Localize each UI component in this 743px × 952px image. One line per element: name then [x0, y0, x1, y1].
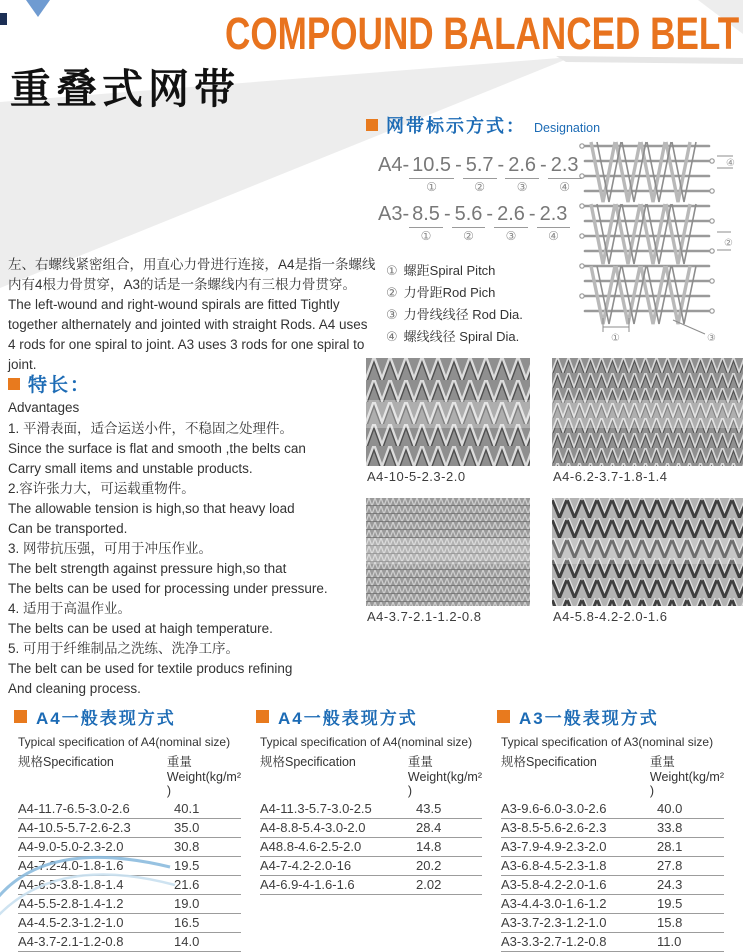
weight-cell: 15.8 [657, 915, 683, 930]
circled-number-icon: ② [386, 285, 398, 300]
spec-cell: A4-6.5-3.8-1.8-1.4 [18, 877, 124, 892]
table-row [501, 914, 724, 933]
watermark-band [552, 400, 743, 428]
table-row [501, 933, 724, 952]
photo-cell [552, 498, 743, 632]
advantage-line: The allowable tension is high,so that heavy load [8, 501, 295, 516]
weight-cell: 27.8 [657, 858, 683, 873]
weight-cell: 28.1 [657, 839, 683, 854]
advantage-line: The belts can be used at haigh temperature. [8, 621, 273, 636]
code-part: 5.7 ② [463, 154, 497, 193]
orange-square-bullet-icon [366, 119, 378, 131]
circled-3-icon: ③ [516, 180, 528, 194]
spec-cell: A4-4.5-2.3-1.2-1.0 [18, 915, 124, 930]
swoosh-arcs [0, 820, 175, 903]
spec-cell: A4-3.7-2.1-1.2-0.8 [18, 934, 124, 949]
spec-cell: A4-10.5-5.7-2.6-2.3 [18, 820, 131, 835]
spec-cell: A4-8.8-5.4-3.0-2.0 [260, 820, 366, 835]
table-row [501, 857, 724, 876]
designation-code-a3: A3- 8.5 ① - 5.6 ② - 2.6 ③ - 2.3 ④ [378, 203, 582, 242]
spec-table-a3 [491, 704, 728, 952]
code-part: 8.5 ① [409, 203, 443, 242]
advantage-line: Carry small items and unstable products. [8, 461, 253, 476]
watermark-band [366, 400, 530, 428]
spec-cell: A3-6.8-4.5-2.3-1.8 [501, 858, 607, 873]
weight-cell: 14.0 [174, 934, 200, 949]
circled-number-icon: ① [386, 263, 398, 278]
table-subtitle: Typical specification of A3(nominal size) [501, 735, 714, 749]
spec-cell: A3-7.9-4.9-2.3-2.0 [501, 839, 607, 854]
spec-cell: A4-7-4.2-2.0-16 [260, 858, 352, 873]
designation-legend [386, 260, 523, 348]
code-prefix: A4- [378, 154, 410, 176]
circled-1-icon: ① [426, 180, 437, 194]
advantage-line: The belt can be used for textile producs refining [8, 661, 293, 676]
spec-cell: A3-3.3-2.7-1.2-0.8 [501, 934, 607, 949]
legend-text: 力骨距Rod Pich [403, 285, 496, 300]
advantage-line: 4. 适用于高温作业。 [8, 601, 132, 616]
page-title-cn: 重叠式网带 [10, 66, 240, 112]
intro-text-en: The left-wound and right-wound spirals are fitted Tightly together althernately and jointed with straight Rods. A4 uses 4 rods for one spiral to joint. A3 uses 3 rods for one spiral to joint. [8, 297, 368, 372]
intro-text-cn: 左、右螺线紧密组合，用直心力骨进行连接，A4是指一条螺线内有4根力骨贯穿，A3的话是一条螺线内有三根力骨贯穿。 [8, 257, 376, 292]
spec-cell: A4-11.3-5.7-3.0-2.5 [260, 801, 372, 816]
spec-cell: A4-7.2-4.0-1.8-1.6 [18, 858, 124, 873]
table-row [18, 800, 241, 819]
photo-caption: A4-3.7-2.1-1.2-0.8 [367, 609, 482, 624]
photo-cell [366, 498, 530, 632]
weight-cell: 19.5 [174, 858, 200, 873]
table-row [18, 914, 241, 933]
advantage-line: And cleaning process. [8, 681, 141, 696]
code-part: 2.3 ④ [537, 203, 571, 242]
weight-cell: 14.8 [416, 839, 442, 854]
table-row [501, 800, 724, 819]
table-row [501, 895, 724, 914]
circled-1-icon: ① [420, 229, 432, 243]
weight-cell: 2.02 [416, 877, 442, 892]
circled-3-icon: ③ [505, 229, 517, 243]
table-subtitle: Typical specification of A4(nominal size) [18, 735, 231, 749]
mesh-photo [366, 358, 530, 466]
weight-cell: 28.4 [416, 820, 442, 835]
weight-cell: 43.5 [416, 801, 442, 816]
legend-text: 力骨线线径 Rod Dia. [403, 307, 523, 322]
spec-table-a4-2 [250, 704, 486, 952]
spec-cell: A3-5.8-4.2-2.0-1.6 [501, 877, 607, 892]
mesh-photo [366, 498, 530, 606]
table-subtitle: Typical specification of A4(nominal size) [260, 735, 473, 749]
page-title-en: COMPOUND BALANCED BELT [224, 8, 739, 59]
legend-item [386, 282, 523, 304]
orange-square-bullet-icon [8, 378, 20, 390]
spec-cell: A3-3.7-2.3-1.2-1.0 [501, 915, 607, 930]
orange-square-bullet-icon [14, 710, 27, 723]
legend-item [386, 326, 523, 348]
designation-section [366, 112, 743, 364]
advantage-line: 5. 可用于纤维制品之洗练、洗净工序。 [8, 641, 240, 656]
advantages-heading-cn: 特长： [28, 375, 92, 396]
watermark-band [552, 538, 743, 564]
table-row [260, 819, 482, 838]
designation-code-a4: A4- 10.5 ① - 5.7 ② - 2.6 ③ - 2.3 ④ [378, 154, 582, 193]
advantages-section [8, 370, 378, 699]
circled-4-icon: ④ [559, 180, 570, 194]
drawing-marker-1: ① [611, 333, 620, 344]
table-row [501, 819, 724, 838]
advantage-line: The belts can be used for processing under pressure. [8, 581, 328, 596]
advantages-heading [8, 370, 378, 397]
code-part: 10.5 ① [409, 154, 454, 193]
spec-cell: A48.8-4.6-2.5-2.0 [260, 839, 362, 854]
advantage-line: Since the surface is flat and smooth ,the belts can [8, 441, 306, 456]
spec-cell: A4-9.0-5.0-2.3-2.0 [18, 839, 124, 854]
legend-item [386, 260, 523, 282]
spec-cell: A3-4.4-3.0-1.6-1.2 [501, 896, 607, 911]
drawing-marker-2: ② [724, 238, 733, 249]
code-part: 2.6 ③ [494, 203, 528, 242]
legend-item [386, 304, 523, 326]
weight-cell: 24.3 [657, 877, 683, 892]
spec-cell: A3-9.6-6.0-3.0-2.6 [501, 801, 607, 816]
spec-cell: A4-11.7-6.5-3.0-2.6 [18, 801, 130, 816]
table-header: 规格Specification 重量Weight(kg/m² ) [501, 755, 725, 798]
weight-cell: 19.0 [174, 896, 200, 911]
table-header: 规格Specification 重量Weight(kg/m² ) [260, 755, 483, 798]
table-title: A4一般表现方式 [256, 704, 482, 729]
photo-cell [552, 358, 743, 492]
code-part: 2.6 ③ [505, 154, 539, 193]
drawing-marker-4: ④ [726, 158, 735, 169]
photo-caption: A4-10-5-2.3-2.0 [367, 469, 466, 484]
table-row [501, 838, 724, 857]
table-title: A4一般表现方式 [14, 704, 241, 729]
weight-cell: 16.5 [174, 915, 200, 930]
advantages-heading-en: Advantages [8, 400, 80, 415]
mesh-technical-drawing [573, 132, 741, 344]
weight-cell: 35.0 [174, 820, 200, 835]
table-rows [260, 800, 482, 895]
circled-4-icon: ④ [548, 229, 559, 243]
circled-number-icon: ④ [386, 329, 398, 344]
orange-square-bullet-icon [497, 710, 510, 723]
photo-caption: A4-5.8-4.2-2.0-1.6 [553, 609, 668, 624]
advantage-line: 1. 平滑表面，适合运送小件，不稳固之处理件。 [8, 421, 294, 436]
circled-number-icon: ③ [386, 307, 398, 322]
product-photo-grid [366, 358, 743, 632]
weight-cell: 11.0 [657, 934, 682, 949]
table-row [501, 876, 724, 895]
legend-text: 螺距Spiral Pitch [403, 263, 496, 278]
table-row [260, 876, 482, 895]
table-title: A3一般表现方式 [497, 704, 724, 729]
table-row [260, 800, 482, 819]
drawing-marker-3: ③ [707, 333, 716, 344]
watermark-band [366, 538, 530, 564]
legend-text: 螺线线径 Spiral Dia. [403, 329, 520, 344]
weight-cell: 40.0 [657, 801, 683, 816]
photo-cell [366, 358, 530, 492]
code-part: 2.3 ④ [548, 154, 582, 193]
designation-heading-en: Designation [534, 121, 601, 135]
weight-cell: 40.1 [174, 801, 200, 816]
designation-heading-cn: 网带标示方式： [386, 116, 526, 136]
advantages-list [8, 419, 378, 699]
spec-cell: A4-5.5-2.8-1.4-1.2 [18, 896, 124, 911]
weight-cell: 19.5 [657, 896, 683, 911]
advantage-line: 3. 网带抗压强，可用于冲压作业。 [8, 541, 213, 556]
code-prefix: A3- [378, 203, 410, 225]
table-header: 规格Specification 重量Weight(kg/m² ) [18, 755, 242, 798]
orange-square-bullet-icon [256, 710, 269, 723]
mesh-photo [552, 498, 743, 606]
weight-cell: 21.6 [174, 877, 200, 892]
spec-cell: A3-8.5-5.6-2.6-2.3 [501, 820, 607, 835]
weight-cell: 20.2 [416, 858, 442, 873]
photo-caption: A4-6.2-3.7-1.8-1.4 [553, 469, 668, 484]
weight-cell: 33.8 [657, 820, 683, 835]
intro-paragraph [8, 255, 376, 375]
table-row [18, 933, 241, 952]
advantage-line: Can be transported. [8, 521, 128, 536]
circled-2-icon: ② [474, 180, 486, 194]
table-row [260, 857, 482, 876]
weight-cell: 30.8 [174, 839, 200, 854]
advantage-line: 2.容许张力大，可运载重物件。 [8, 481, 195, 496]
navy-accent-bar [0, 13, 7, 25]
spec-cell: A4-6.9-4-1.6-1.6 [260, 877, 355, 892]
designation-codes [378, 154, 582, 252]
table-row [260, 838, 482, 857]
advantage-line: The belt strength against pressure high,so that [8, 561, 287, 576]
circled-2-icon: ② [463, 229, 474, 243]
down-arrow-icon [26, 0, 50, 17]
mesh-photo [552, 358, 743, 466]
table-rows [501, 800, 724, 952]
code-part: 5.6 ② [452, 203, 486, 242]
